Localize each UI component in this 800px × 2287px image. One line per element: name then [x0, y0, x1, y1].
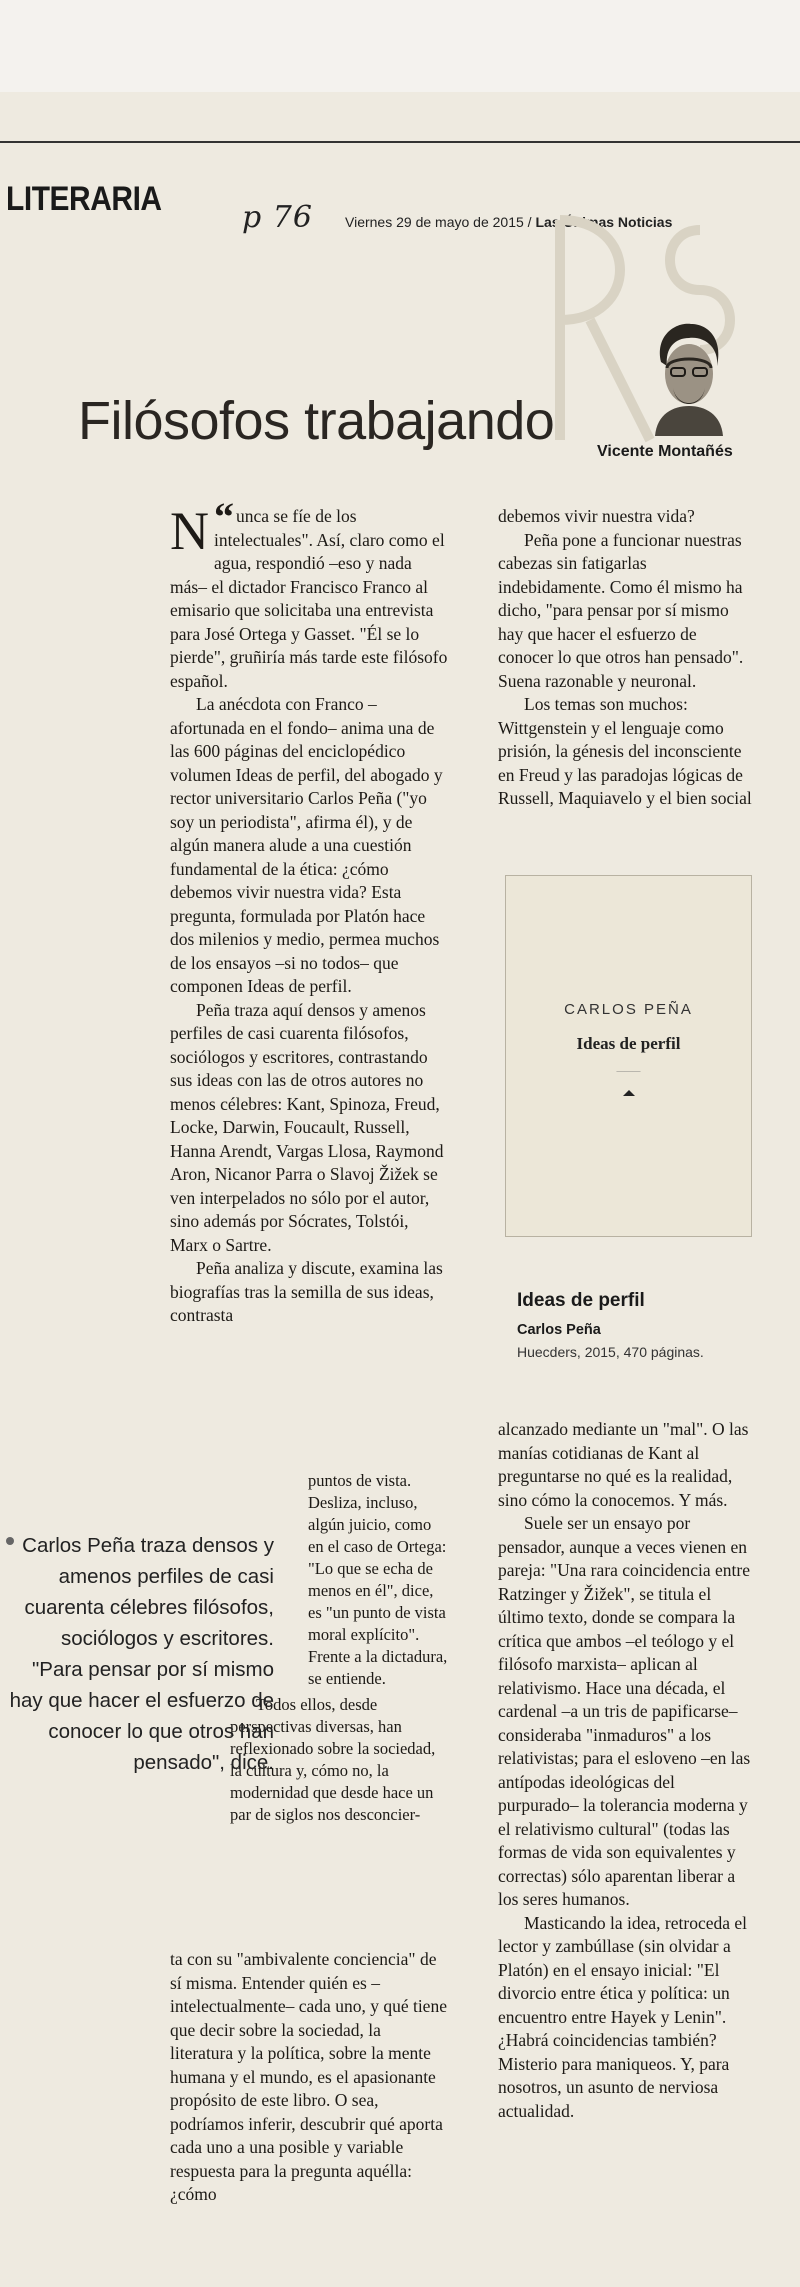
body-paragraph: Todos ellos, desde perspectivas diversas, han reflexionado sobre la sociedad, la cultura y, cómo no, la modernidad que desde hace un par de siglos nos desconcier- [230, 1695, 436, 1824]
body-paragraph: La anécdota con Franco –afortunada en el fondo– anima una de las 600 páginas del enciclopédico volumen Ideas de perfil, del abogado y rector universitario Carlos Peña ("yo soy un periodista", afirma él), y de algún manera alude a una cuestión fundamental de la ética: ¿cómo debemos vivir nuestra vida? Esta pregunta, formulada por Platón hace dos milenios y medio, permea muchos de los ensayos –si no todos– que componen Ideas de perfil. [170, 694, 443, 996]
book-caption-author: Carlos Peña [517, 1322, 601, 1338]
publisher-logo-icon [622, 1088, 636, 1098]
body-paragraph: Peña analiza y discute, examina las biografías tras la semilla de sus ideas, contrasta [170, 1258, 443, 1325]
issue-date: Viernes 29 de mayo de 2015 / [345, 214, 532, 230]
book-caption-title: Ideas de perfil [517, 1290, 645, 1311]
section-label: LITERARIA [6, 180, 162, 218]
article-headline: Filósofos trabajando [78, 391, 555, 451]
column-right-bottom [498, 1418, 756, 2123]
body-paragraph: Suele ser un ensayo por pensador, aunque a veces vienen en pareja: "Una rara coincidencia entre Ratzinger y Žižek", se titula el último texto, donde se compara la crítica que ambos –el teólogo y el filósofo marxista– aplican al relativismo. Hace una década, el cardenal –a un tris de papificarse– consideraba "inmaduros" a los relativistas; para el esloveno –en las antípodas ideológicas del purpurado– la tolerancia moderna y el relativismo cultural" (todas las formas de vida son equivalentes y correctas) sólo aparentan liberar a los seres humanos. [498, 1513, 751, 1909]
book-cover-title: Ideas de perfil [576, 1034, 681, 1053]
body-paragraph: puntos de vista. Desliza, incluso, algún juicio, como en el caso de Ortega: "Lo que se echa de menos en él", dice, es "un punto de vista moral explícito". Frente a la dictadura, se entiende. [308, 1471, 448, 1688]
body-paragraph: debemos vivir nuestra vida? [498, 506, 695, 526]
book-cover-image [505, 875, 752, 1237]
body-paragraph: ta con su "ambivalente conciencia" de sí misma. Entender quién es –intelectualmente– cada uno, y qué tiene que decir sobre la sociedad, la literatura y la política, sobre la mente humana y el mundo, es el apasionante propósito de este libro. O sea, podríamos inferir, descubrir qué aporta cada uno a una posible y variable respuesta para la pregunta aquélla: ¿cómo [170, 1949, 447, 2204]
body-paragraph: Peña traza aquí densos y amenos perfiles de casi cuarenta filósofos, sociólogos y escritores, contrastando sus ideas con las de otros autores no menos célebres: Kant, Spinoza, Freud, Locke, Darwin, Foucault, Russell, Hanna Arendt, Vargas Llosa, Raymond Aron, Nicanor Parra o Slavoj Žižek se ven interpelados no sólo por el autor, sino además por Sócrates, Tolstói, Marx o Sartre. [170, 999, 444, 1255]
column-right-top [498, 505, 756, 811]
book-caption-details: Huecders, 2015, 470 páginas. [517, 1344, 704, 1360]
folio-rule [0, 141, 800, 143]
opening-quote-icon: “ [214, 494, 234, 539]
column-left-narrow [308, 1470, 448, 1690]
body-paragraph: Los temas son muchos: Wittgenstein y el lenguaje como prisión, la génesis del inconsciente en Freud y las paradojas lógicas de Russell, Maquiavelo y el bien social [498, 694, 752, 808]
lead-text: unca se fíe de los intelectuales". Así, claro como el agua, respondió –eso y nada más– el dictador Francisco Franco al emisario que solicitaba una entrevista para José Ortega y Gasset. "Él se lo pierde", gruñiría más tarde este filósofo español. [170, 506, 448, 691]
column-left-bottom [170, 1948, 448, 2207]
column-left-top [170, 494, 448, 1328]
author-portrait [645, 318, 727, 436]
book-cover-subtitle: ――― [616, 1066, 641, 1075]
publication-name: Las Últimas Noticias [535, 214, 673, 230]
page-margin-top [0, 0, 800, 92]
book-cover-author: CARLOS PEÑA [564, 1001, 693, 1018]
body-paragraph: alcanzado mediante un "mal". O las manías cotidianas de Kant al preguntarse no qué es la realidad, sino cómo la conocemos. Y más. [498, 1419, 749, 1510]
drop-cap: N [170, 501, 209, 561]
lead-paragraph [170, 494, 448, 693]
author-byline: Vicente Montañés [597, 443, 733, 460]
pull-quote: Carlos Peña traza densos y amenos perfiles de casi cuarenta célebres filósofos, sociólogos y escritores. "Para pensar por sí mismo hay que hacer el esfuerzo de conocer lo que otros han pensado", dice. [9, 1534, 274, 1774]
body-paragraph: Peña pone a funcionar nuestras cabezas sin fatigarlas indebidamente. Como él mismo ha dicho, "para pensar por sí mismo hay que hacer el esfuerzo de conocer lo que otros han pensado". Suena razonable y neuronal. [498, 529, 744, 691]
handwritten-page-number: p 76 [242, 200, 313, 235]
body-paragraph: Masticando la idea, retroceda el lector y zambúllase (sin olvidar a Platón) en el ensayo inicial: "El divorcio entre ética y política: un encuentro entre Hayek y Lenin". ¿Habrá coincidencias también? Misterio para maniqueos. Y, para nosotros, un asunto de nerviosa actualidad. [498, 1912, 748, 2121]
